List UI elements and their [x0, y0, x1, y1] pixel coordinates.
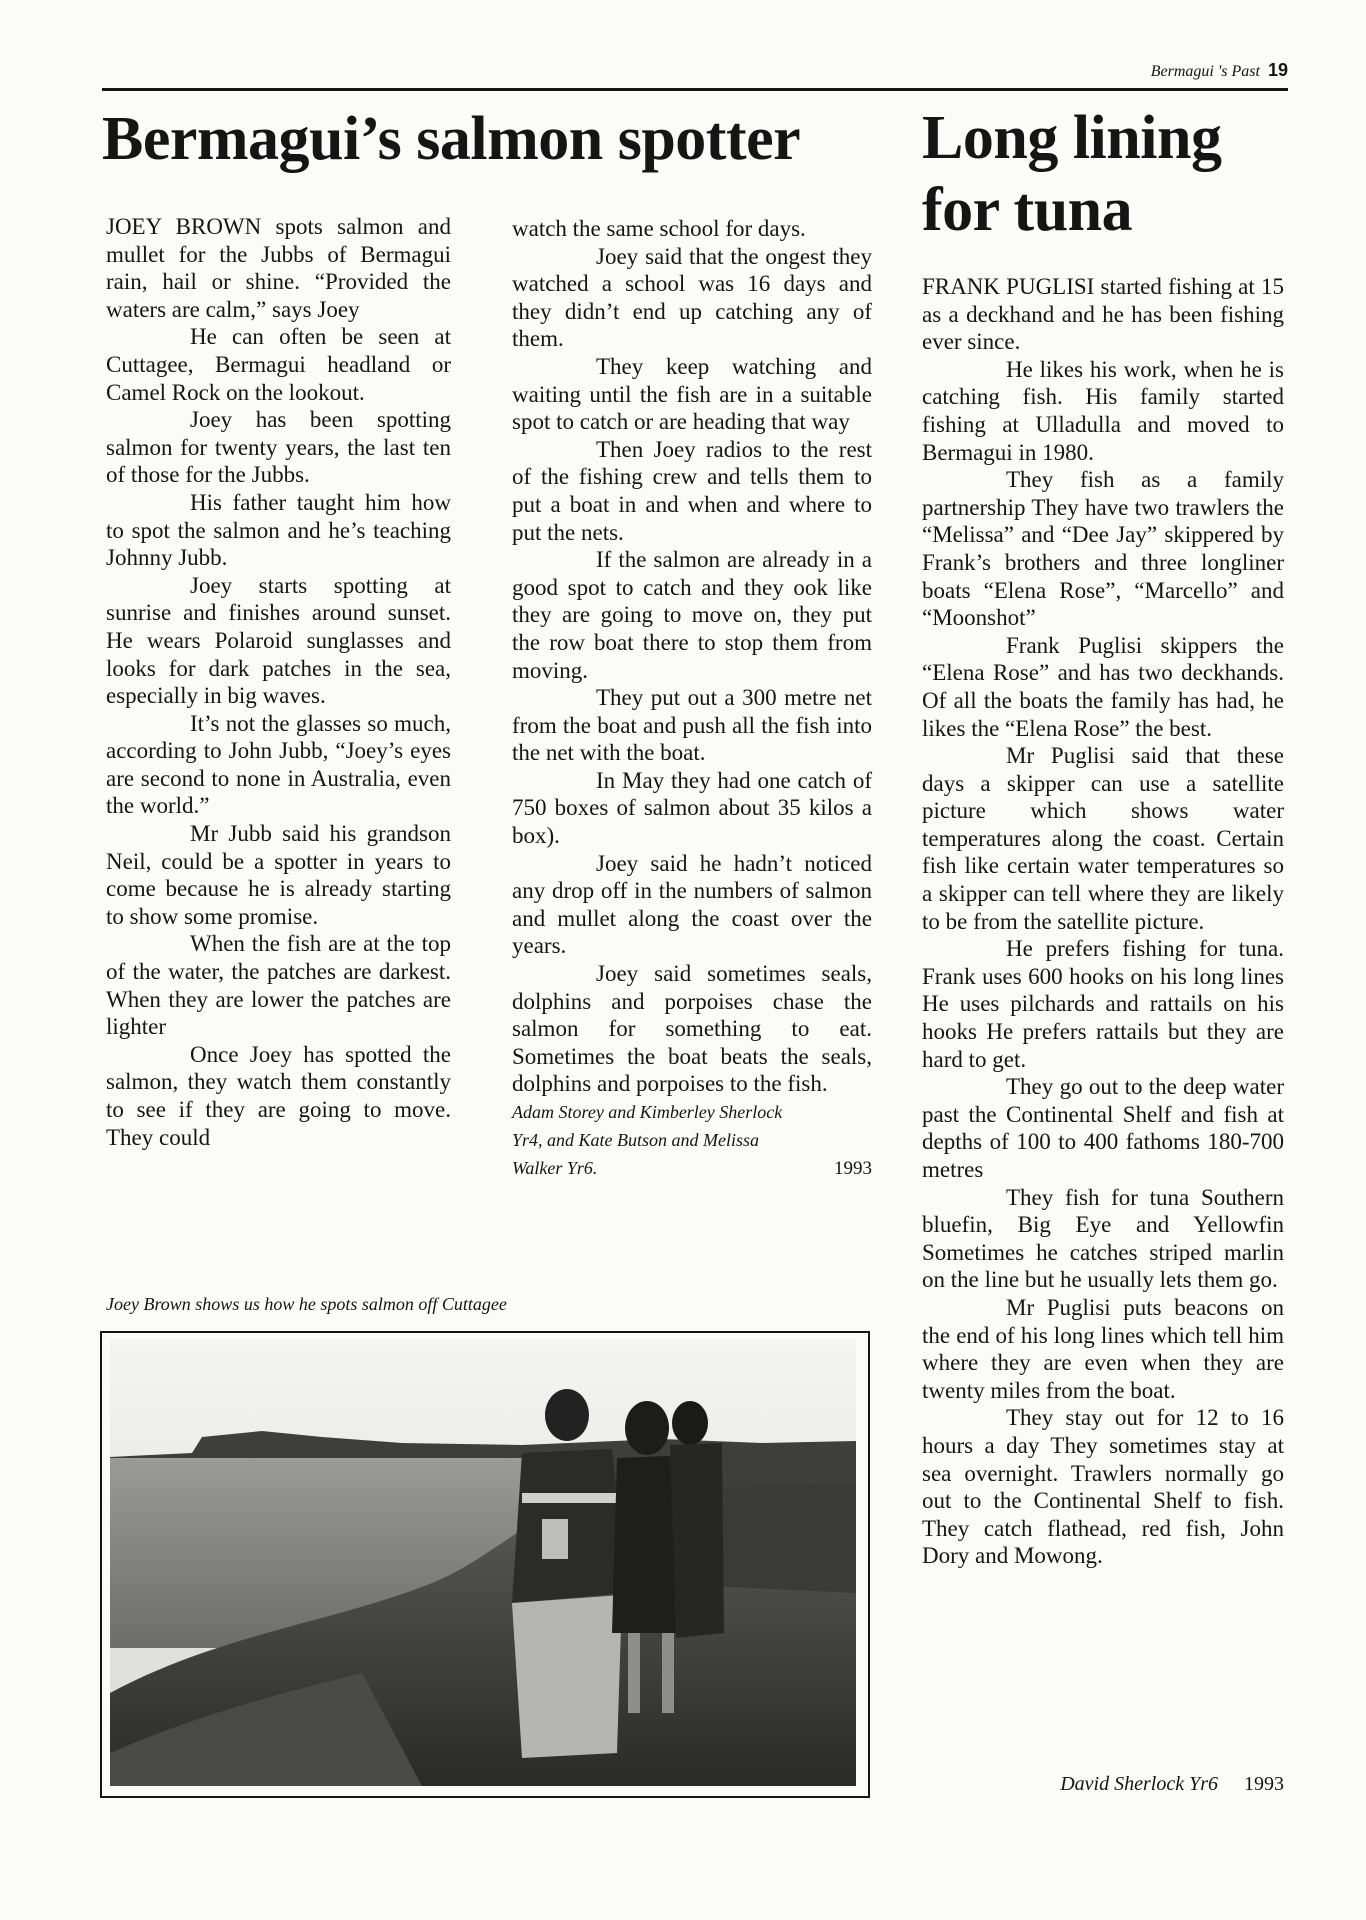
- credit-line: Walker Yr6.: [512, 1158, 598, 1178]
- author-name: David Sherlock Yr6: [1060, 1773, 1218, 1795]
- credit-line: Yr4, and Kate Butson and Melissa: [512, 1130, 760, 1150]
- paragraph: His father taught him how to spot the salmon and he’s teaching Johnny Jubb.: [106, 489, 451, 571]
- paragraph: FRANK PUGLISI started fishing at 15 as a deckhand and he has been fishing ever since.: [922, 274, 1284, 355]
- salmon-column-2: [512, 215, 872, 1183]
- page-number: 19: [1267, 60, 1288, 80]
- paragraph: Mr Puglisi said that these days a skipper can use a satellite picture which shows water temperatures along the coast. Certain fish like certain water temperatures so a skipper can tell where they are likely to be from the satellite picture.: [922, 743, 1284, 934]
- photo-illustration: [102, 1333, 864, 1792]
- paragraph: They stay out for 12 to 16 hours a day They sometimes stay at sea overnight. Trawlers normally go out to the Continental Shelf to fish. They catch flathead, red fish, John Dory and Mowong.: [922, 1405, 1284, 1569]
- paragraph: Frank Puglisi skippers the “Elena Rose” and has two deckhands. Of all the boats the family has had, he likes the “Elena Rose” the best.: [922, 632, 1284, 741]
- paragraph: Joey said sometimes seals, dolphins and porpoises chase the salmon for something to eat. Sometimes the boat beats the seals, dolphins and porpoises to the fish.: [512, 961, 872, 1097]
- paragraph: Joey starts spotting at sunrise and finishes around sunset. He wears Polaroid sunglasses and looks for dark patches in the sea, especially in big waves.: [106, 572, 451, 709]
- photo-caption: Joey Brown shows us how he spots salmon off Cuttagee: [106, 1294, 507, 1314]
- tuna-author-credit: [922, 1773, 1284, 1796]
- credit-row: [512, 1154, 872, 1183]
- paragraph: He likes his work, when he is catching fish. His family started fishing at Ulladulla and moved to Bermagui in 1980.: [922, 356, 1284, 465]
- paragraph: Joey said he hadn’t noticed any drop off in the numbers of salmon and mullet along the coast over the years.: [512, 850, 872, 959]
- paragraph: Joey said that the ongest they watched a school was 16 days and they didn’t end up catching any of them.: [512, 243, 872, 352]
- paragraph: They go out to the deep water past the Continental Shelf and fish at depths of 100 to 400 fathoms 180-700 metres: [922, 1074, 1284, 1182]
- paragraph: Mr Jubb said his grandson Neil, could be a spotter in years to come because he is already starting to show some promise.: [106, 821, 451, 929]
- paragraph: When the fish are at the top of the water, the patches are darkest. When they are lower the patches are lighter: [106, 931, 451, 1040]
- article-year: 1993: [834, 1158, 872, 1179]
- paragraph: He prefers fishing for tuna. Frank uses 600 hooks on his long lines He uses pilchards and rattails on his hooks He prefers rattails but they are hard to get.: [922, 936, 1284, 1072]
- article-year: 1993: [1244, 1773, 1284, 1795]
- article-title-salmon: Bermagui’s salmon spotter: [102, 105, 801, 173]
- photo-joey-brown-cliff: [100, 1331, 870, 1798]
- paragraph: They keep watching and waiting until the fish are in a suitable spot to catch or are heading that way: [512, 353, 872, 435]
- salmon-column-1: [106, 213, 451, 1151]
- paragraph: Once Joey has spotted the salmon, they watch them constantly to see if they are going to move. They could: [106, 1041, 451, 1150]
- page-header: [1151, 60, 1288, 81]
- paragraph: They fish as a family partnership They have two trawlers the “Melissa” and “Dee Jay” skippered by Frank’s brothers and three longliner boats “Elena Rose”, “Marcello” and “Moonshot”: [922, 467, 1284, 631]
- tuna-column: [922, 273, 1284, 1570]
- author-credit: [512, 1098, 872, 1183]
- paragraph: Then Joey radios to the rest of the fishing crew and tells them to put a boat in and when and where to put the nets.: [512, 436, 872, 545]
- paragraph: In May they had one catch of 750 boxes of salmon about 35 kilos a box).: [512, 767, 872, 849]
- publication-name: Bermagui 's Past: [1150, 63, 1260, 80]
- article-title-tuna: Long lining for tuna: [922, 104, 1222, 244]
- paragraph: It’s not the glasses so much, according to John Jubb, “Joey’s eyes are second to none in Australia, even the world.”: [106, 710, 451, 819]
- credit-line: Adam Storey and Kimberley Sherlock: [512, 1102, 783, 1122]
- paragraph: Mr Puglisi puts beacons on the end of his long lines which tell him where they are even when they are twenty miles from the boat.: [922, 1294, 1284, 1403]
- paragraph: JOEY BROWN spots salmon and mullet for the Jubbs of Bermagui rain, hail or shine. “Provided the waters are calm,” says Joey: [106, 214, 451, 322]
- paragraph: They fish for tuna Southern bluefin, Big Eye and Yellowfin Sometimes he catches striped marlin on the line but he usually lets them go.: [922, 1184, 1284, 1293]
- paragraph: They put out a 300 metre net from the boat and push all the fish into the net with the boat.: [512, 685, 872, 766]
- header-rule: [102, 88, 1288, 91]
- paragraph: He can often be seen at Cuttagee, Bermagui headland or Camel Rock on the lookout.: [106, 324, 451, 405]
- paragraph: Joey has been spotting salmon for twenty years, the last ten of those for the Jubbs.: [106, 407, 451, 488]
- paragraph: If the salmon are already in a good spot to catch and they ook like they are going to move on, they put the row boat there to stop them from moving.: [512, 547, 872, 683]
- paragraph-continuation: watch the same school for days.: [512, 216, 806, 241]
